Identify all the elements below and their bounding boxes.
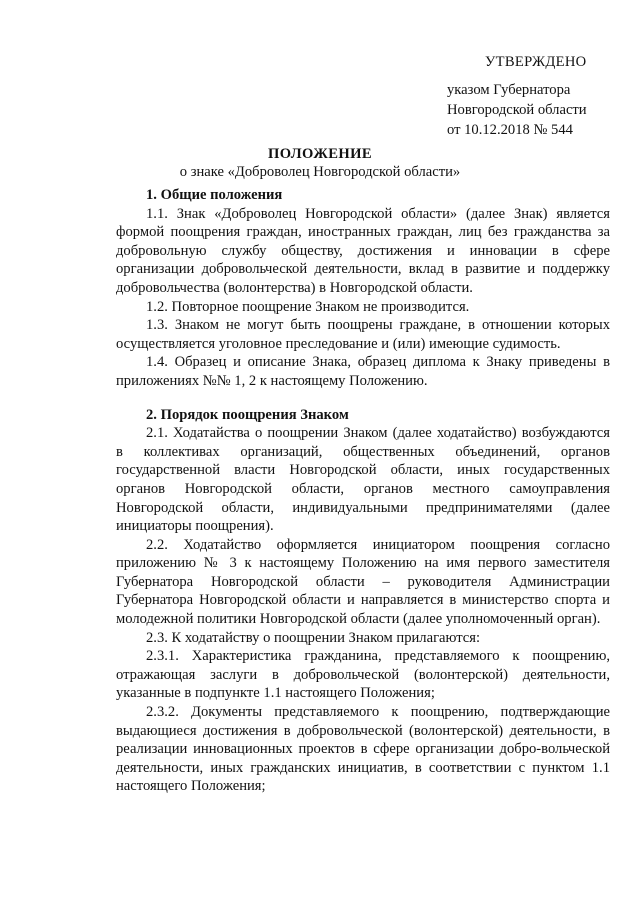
section-1-heading: 1. Общие положения — [146, 187, 283, 203]
document-subtitle: о знаке «Доброволец Новгородской области» — [179, 164, 461, 180]
approval-line-1: указом Губернатора — [447, 82, 571, 98]
paragraph-1-3: 1.3. Знаком не могут быть поощрены граждане, в отношении которых осуществляется уголовное преследование и (или) имеющие судимость. — [116, 317, 610, 352]
paragraph-2-3-2: 2.3.2. Документы представляемого к поощрению, подтверждающие выдающиеся достижения в добровольческой (волонтерской) деятельности, в реализации инновационных проектов в сфере организации добро-вольческой деятельности, иных гражданских инициатив, в соответствии с пунктом 1.1 настоящего Положения; — [116, 704, 610, 795]
document-body — [116, 186, 610, 796]
approval-line-3: от 10.12.2018 № 544 — [447, 122, 573, 138]
approval-stamp — [447, 52, 587, 140]
paragraph-1-1: 1.1. Знак «Доброволец Новгородской области» (далее Знак) является формой поощрения граждан, иностранных граждан, лиц без гражданства за добровольную службу обществу, достижения и инновации в сфере организации добровольческой деятельности, вклад в развитие и поддержку добровольчества (волонтерства) в Новгородской области. — [116, 205, 610, 296]
paragraph-2-2: 2.2. Ходатайство оформляется инициатором поощрения согласно приложению № 3 к настоящему Положению на имя первого заместителя Губернатора Новгородской области – руководителя Администрации Губернатора Новгородской области и направляется в министерство спорта и молодежной политики Новгородской области (далее уполномоченный орган). — [116, 536, 610, 628]
paragraph-2-3-1: 2.3.1. Характеристика гражданина, представляемого к поощрению, отражающая заслуги в добровольческой (волонтерской) деятельности, указанные в подпункте 1.1 настоящего Положения; — [116, 648, 610, 702]
approval-line-2: Новгородской области — [447, 102, 587, 118]
document-title: ПОЛОЖЕНИЕ — [267, 146, 373, 162]
paragraph-2-1: 2.1. Ходатайства о поощрении Знаком (далее ходатайство) возбуждаются в коллективах организаций, общественных объединений, органов государственной власти Новгородской области, иных государственных органов Новгородской области, органов местного самоуправления Новгородской области, индивидуальными предпринимателями (далее инициаторы поощрения). — [116, 425, 610, 535]
paragraph-1-4: 1.4. Образец и описание Знака, образец диплома к Знаку приведены в приложениях №№ 1, 2 к настоящему Положению. — [116, 354, 610, 389]
paragraph-2-3: 2.3. К ходатайству о поощрении Знаком прилагаются: — [146, 629, 481, 646]
paragraph-1-2: 1.2. Повторное поощрение Знаком не производится. — [146, 298, 470, 315]
section-2-heading: 2. Порядок поощрения Знаком — [146, 406, 349, 423]
approved-label: УТВЕРЖДЕНО — [485, 54, 587, 70]
section-gap — [116, 391, 610, 406]
